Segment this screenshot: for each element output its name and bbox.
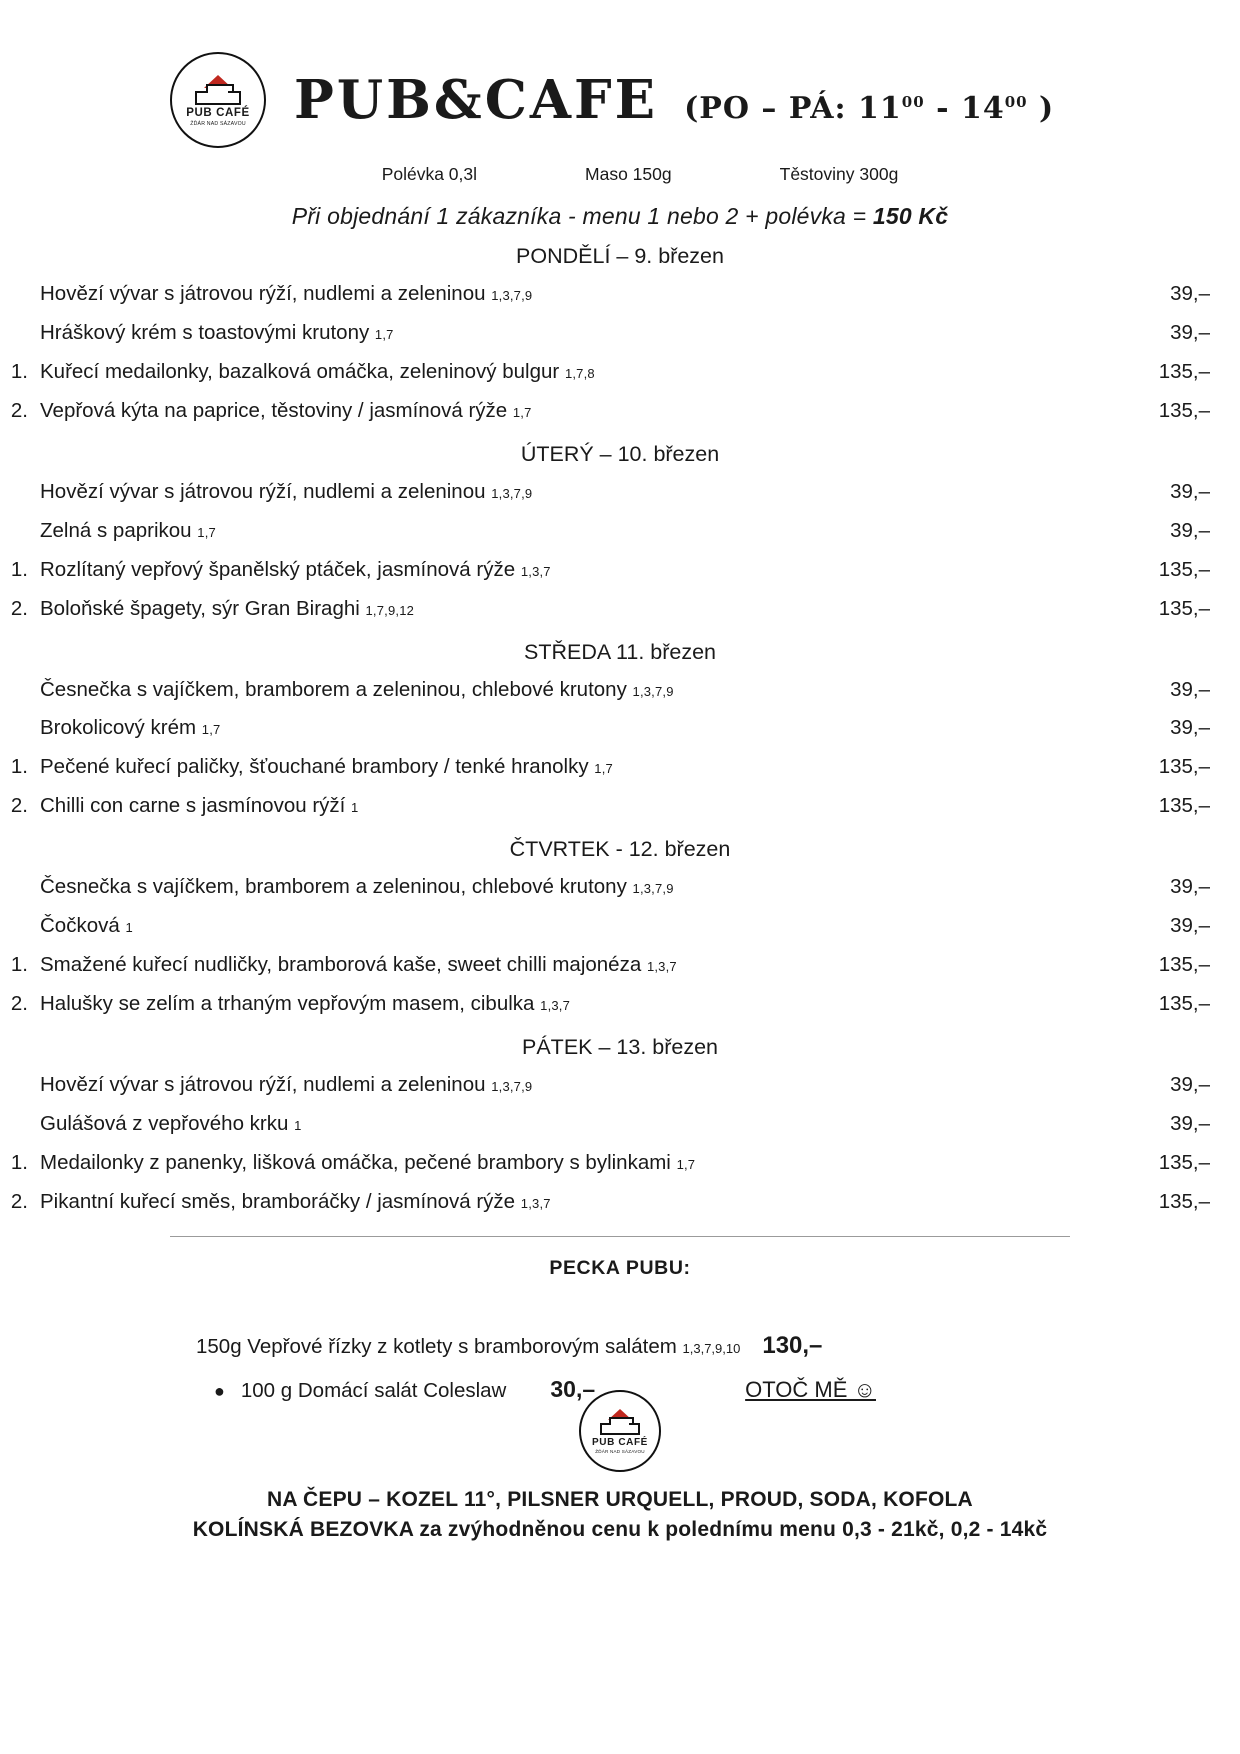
- menu-item-text: Chilli con carne s jasmínovou rýží: [40, 794, 352, 818]
- menu-item-number: 2.: [10, 596, 28, 620]
- offer-line: [0, 203, 1240, 230]
- drinks-on-tap: NA ČEPU – KOZEL 11°, PILSNER URQUELL, PROUD, SODA, KOFOLA: [267, 1488, 973, 1511]
- portion-meat: Maso 150g: [585, 164, 672, 184]
- menu-item-name: [40, 709, 1090, 748]
- menu-item-text: Gulášová z vepřového krku: [40, 1111, 295, 1135]
- day-heading: STŘEDA 11. březen: [524, 639, 716, 664]
- menu-item-name: [40, 392, 1090, 431]
- menu-item-name: [40, 512, 1090, 551]
- menu-item-text: Česnečka s vajíčkem, bramborem a zeleninou, chlebové krutony: [40, 677, 633, 701]
- menu-item-name: [40, 787, 1090, 826]
- menu-item-row: [0, 946, 1240, 985]
- menu-item-row: [0, 985, 1240, 1024]
- menu-item-row: [0, 1066, 1240, 1105]
- menu-item-text: Pečené kuřecí paličky, šťouchané brambory / tenké hranolky: [40, 755, 595, 779]
- menu-item-text: Hovězí vývar s játrovou rýží, nudlemi a zeleninou: [40, 282, 492, 305]
- menu-item-number: 2.: [10, 398, 28, 422]
- menu-item-name: [40, 1183, 1090, 1222]
- pecka-main-name: [196, 1335, 740, 1359]
- menu-item-row: [0, 787, 1240, 826]
- pecka-second-name: 100 g Domácí salát Coleslaw: [240, 1378, 507, 1402]
- menu-item-allergens: 1,7,8: [564, 365, 595, 381]
- menu-item-price: 39,–: [1170, 677, 1210, 701]
- menu-item-name: [40, 748, 1090, 787]
- menu-item-price: 135,–: [1158, 992, 1210, 1016]
- menu-item-row: [0, 551, 1240, 590]
- menu-item-name: [40, 275, 1090, 314]
- footer: [0, 1390, 1240, 1542]
- footer-logo: [579, 1390, 661, 1472]
- menu-item-text: Brokolicový krém: [40, 716, 202, 740]
- day-sections: [0, 244, 1240, 1222]
- offer-price: 150 Kč: [872, 203, 949, 229]
- pecka-main-text: 150g Vepřové řízky z kotlety s bramborovým salátem: [196, 1334, 683, 1358]
- menu-item-name: [40, 868, 1090, 907]
- menu-item-price: 39,–: [1170, 282, 1210, 305]
- building-icon: [195, 75, 241, 105]
- menu-item-text: Česnečka s vajíčkem, bramborem a zeleninou, chlebové krutony: [40, 875, 633, 899]
- menu-item-text: Rozlítaný vepřový španělský ptáček, jasmínová rýže: [40, 557, 521, 581]
- portion-soup: Polévka 0,3l: [381, 164, 478, 184]
- bullet-icon: ●: [214, 1380, 225, 1401]
- menu-item-price: 135,–: [1158, 596, 1210, 620]
- menu-item-row: [0, 907, 1240, 946]
- menu-item-text: Boloňské špagety, sýr Gran Biraghi: [40, 596, 366, 620]
- footer-logo-name: PUB CAFÉ: [592, 1437, 648, 1449]
- opening-hours: [684, 91, 1054, 126]
- menu-item-name: [40, 473, 1090, 512]
- hours-suffix: ): [1027, 90, 1055, 126]
- menu-item-name: [40, 314, 1090, 353]
- menu-item-number: 2.: [10, 1189, 28, 1213]
- menu-item-row: [0, 1105, 1240, 1144]
- menu-item-allergens: 1,3,7: [540, 998, 571, 1014]
- menu-item-number: 1.: [10, 1150, 28, 1174]
- menu-item-number: 1.: [10, 953, 28, 977]
- menu-item-price: 135,–: [1158, 1189, 1210, 1213]
- menu-item-allergens: 1,3,7,9: [632, 881, 674, 897]
- portion-pasta: Těstoviny 300g: [779, 164, 899, 184]
- menu-item-row: [0, 1183, 1240, 1222]
- hours-prefix: (PO – PÁ: 11: [684, 90, 902, 126]
- menu-item-price: 39,–: [1170, 1073, 1210, 1096]
- menu-item-name: [40, 353, 1090, 392]
- menu-item-number: 1.: [10, 557, 28, 581]
- pecka-main-price: 130,–: [762, 1331, 823, 1359]
- menu-item-price: 39,–: [1170, 320, 1210, 344]
- menu-item-row: [0, 748, 1240, 787]
- page-title: PUB&CAFE: [294, 68, 659, 131]
- menu-item-row: [0, 392, 1240, 431]
- menu-item-row: [0, 590, 1240, 629]
- menu-item-row: [0, 353, 1240, 392]
- menu-item-number: 1.: [10, 359, 28, 383]
- menu-item-row: [0, 314, 1240, 353]
- pecka-title: PECKA PUBU:: [549, 1256, 691, 1279]
- turn-me-label: OTOČ MĚ ☺: [745, 1376, 876, 1402]
- menu-item-text: Hovězí vývar s játrovou rýží, nudlemi a zeleninou: [40, 479, 492, 503]
- menu-item-row: [0, 671, 1240, 710]
- menu-item-allergens: 1,3,7: [646, 959, 677, 975]
- menu-item-price: 39,–: [1170, 479, 1210, 503]
- menu-item-allergens: 1: [351, 800, 359, 816]
- menu-item-name: [40, 1144, 1090, 1183]
- menu-item-allergens: 1,3,7,9: [491, 485, 533, 501]
- menu-item-allergens: 1: [294, 1117, 302, 1133]
- menu-item-number: 1.: [10, 755, 28, 779]
- menu-item-price: 39,–: [1170, 875, 1210, 899]
- menu-item-price: 39,–: [1170, 716, 1210, 740]
- menu-item-row: [0, 868, 1240, 907]
- day-heading: PONDĚLÍ – 9. březen: [516, 244, 724, 268]
- menu-item-allergens: 1,3,7,9: [491, 1079, 533, 1094]
- menu-item-row: [0, 1144, 1240, 1183]
- menu-item-allergens: 1,3,7: [520, 1195, 551, 1211]
- menu-item-name: [40, 671, 1090, 710]
- menu-item-allergens: 1: [125, 920, 133, 936]
- menu-item-price: 135,–: [1158, 1150, 1210, 1174]
- pecka-second-price: 30,–: [550, 1375, 596, 1402]
- logo-subtitle: ŽĎÁR NAD SÁZAVOU: [190, 120, 246, 127]
- title-block: [294, 68, 1055, 131]
- menu-item-price: 39,–: [1170, 914, 1210, 938]
- menu-item-row: [0, 275, 1240, 314]
- menu-item-text: Pikantní kuřecí směs, bramboráčky / jasmínová rýže: [40, 1189, 521, 1213]
- menu-item-row: [0, 512, 1240, 551]
- menu-item-price: 135,–: [1158, 755, 1210, 779]
- menu-item-price: 135,–: [1158, 398, 1210, 422]
- menu-item-name: [40, 946, 1090, 985]
- day-heading: PÁTEK – 13. březen: [522, 1035, 718, 1059]
- footer-logo-subtitle: ŽĎÁR NAD SÁZAVOU: [595, 1449, 645, 1455]
- pecka-main-allergens: 1,3,7,9,10: [682, 1340, 741, 1356]
- menu-item-name: [40, 985, 1090, 1024]
- offer-text: Při objednání 1 zákazníka - menu 1 nebo 2 + polévka =: [291, 203, 873, 229]
- menu-item-allergens: 1,7: [374, 326, 394, 342]
- menu-item-price: 135,–: [1158, 359, 1210, 383]
- bezovka-offer: KOLÍNSKÁ BEZOVKA za zvýhodněnou cenu k polednímu menu 0,3 - 21kč, 0,2 - 14kč: [192, 1518, 1048, 1541]
- logo-name: PUB CAFÉ: [186, 107, 250, 120]
- menu-item-allergens: 1,7: [197, 524, 216, 540]
- menu-item-text: Medailonky z panenky, lišková omáčka, pečené brambory s bylinkami: [40, 1150, 677, 1174]
- day-heading: ČTVRTEK - 12. březen: [509, 837, 731, 862]
- footer-building-icon: [600, 1409, 640, 1435]
- menu-item-name: [40, 1066, 1090, 1105]
- menu-item-price: 135,–: [1158, 794, 1210, 818]
- section-divider: [170, 1236, 1070, 1237]
- header: [0, 0, 1240, 148]
- menu-item-text: Kuřecí medailonky, bazalková omáčka, zeleninový bulgur: [40, 359, 565, 383]
- menu-item-price: 135,–: [1158, 557, 1210, 581]
- portion-sizes: [0, 164, 1240, 185]
- day-heading: ÚTERÝ – 10. březen: [520, 441, 720, 466]
- menu-item-allergens: 1,3,7: [520, 563, 551, 579]
- menu-item-row: [0, 709, 1240, 748]
- menu-item-allergens: 1,7: [676, 1156, 696, 1172]
- menu-item-row: [0, 473, 1240, 512]
- menu-item-price: 39,–: [1170, 518, 1210, 542]
- pecka-main-item: [0, 1332, 1240, 1360]
- menu-item-text: Hovězí vývar s játrovou rýží, nudlemi a zeleninou: [40, 1073, 492, 1096]
- menu-item-allergens: 1,3,7,9: [632, 683, 674, 699]
- hours-sup-close: 00: [1004, 92, 1028, 111]
- menu-item-name: [40, 907, 1090, 946]
- menu-item-name: [40, 551, 1090, 590]
- menu-item-text: Vepřová kýta na paprice, těstoviny / jasmínová rýže: [40, 398, 513, 422]
- menu-item-name: [40, 590, 1090, 629]
- menu-item-name: [40, 1105, 1090, 1144]
- menu-item-number: 2.: [10, 992, 28, 1016]
- menu-item-number: 2.: [10, 794, 28, 818]
- menu-item-price: 135,–: [1158, 953, 1210, 977]
- menu-item-allergens: 1,7,9,12: [365, 602, 415, 618]
- menu-item-text: Smažené kuřecí nudličky, bramborová kaše, sweet chilli majonéza: [40, 953, 647, 977]
- menu-item-text: Halušky se zelím a trhaným vepřovým masem, cibulka: [40, 992, 541, 1016]
- menu-item-allergens: 1,7: [594, 761, 613, 777]
- menu-item-allergens: 1,7: [512, 404, 532, 420]
- menu-item-allergens: 1,3,7,9: [491, 288, 533, 303]
- menu-item-text: Hráškový krém s toastovými krutony: [40, 320, 375, 344]
- menu-item-text: Čočková: [40, 914, 126, 938]
- menu-item-allergens: 1,7: [201, 722, 221, 738]
- pub-cafe-logo: [170, 52, 266, 148]
- menu-item-text: Zelná s paprikou: [40, 518, 198, 542]
- hours-mid: - 14: [924, 90, 1005, 126]
- menu-item-price: 39,–: [1170, 1111, 1210, 1135]
- hours-sup-open: 00: [901, 92, 925, 111]
